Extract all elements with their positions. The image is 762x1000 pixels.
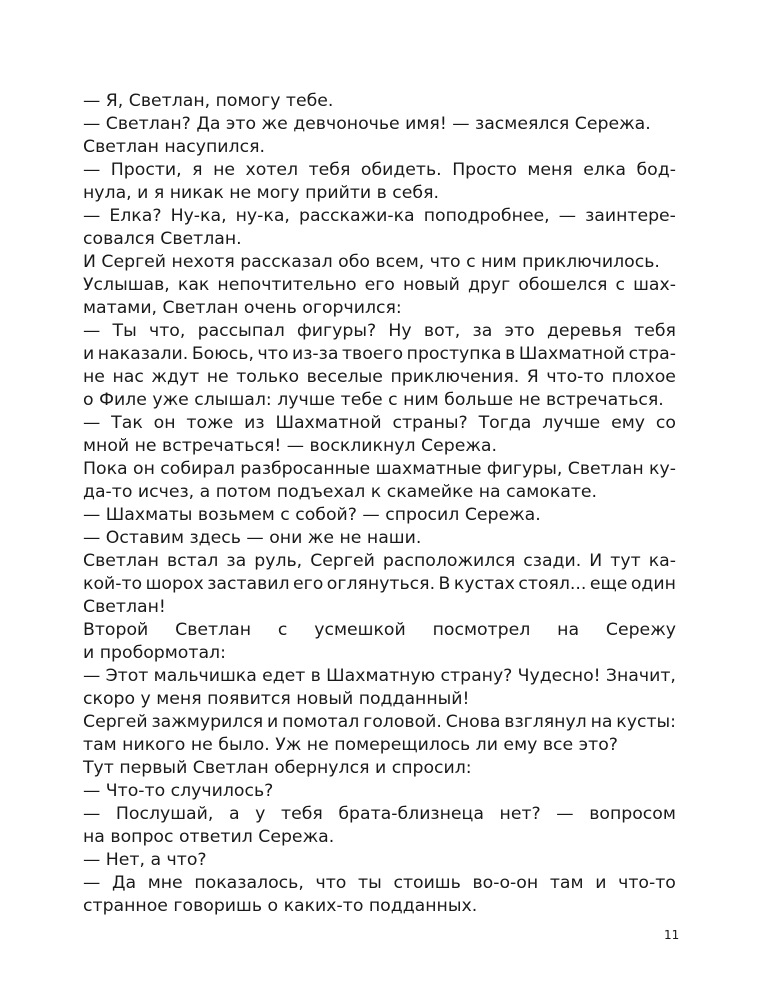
- text-line: Второй Светлан с усмешкой посмотрел на Сережу: [83, 620, 676, 640]
- text-line: — Ты что, рассыпал фигуры? Ну вот, за это деревья тебя: [83, 321, 676, 341]
- text-line: и наказали. Боюсь, что из-за твоего проступка в Шахматной стра-: [83, 344, 676, 364]
- page-number: 11: [664, 928, 680, 942]
- text-line: да-то исчез, а потом подъехал к скамейке на самокате.: [83, 482, 598, 502]
- text-line: И Сергей нехотя рассказал обо всем, что с ним приключилось.: [83, 252, 660, 272]
- text-line: матами, Светлан очень огорчился:: [83, 298, 402, 318]
- text-line: — Шахматы возьмем с собой? — спросил Сережа.: [83, 505, 541, 525]
- text-line: — Этот мальчишка едет в Шахматную страну? Чудесно! Значит,: [83, 666, 676, 686]
- text-line: — Послушай, а у тебя брата-близнеца нет? — вопросом: [83, 804, 676, 824]
- text-line: Светлан!: [83, 597, 166, 617]
- text-line: — Светлан? Да это же девчоночье имя! — засмеялся Сережа.: [83, 114, 651, 134]
- text-line: и пробормотал:: [83, 643, 226, 663]
- text-line: — Елка? Ну-ка, ну-ка, расскажи-ка поподробнее, — заинтере-: [83, 206, 676, 226]
- text-line: Пока он собирал разбросанные шахматные фигуры, Светлан ку-: [83, 459, 676, 479]
- book-page-text: [83, 90, 676, 918]
- text-line: — Оставим здесь — они же не наши.: [83, 528, 422, 548]
- text-line: странное говоришь о каких-то подданных.: [83, 896, 478, 916]
- text-line: на вопрос ответил Сережа.: [83, 827, 335, 847]
- text-line: не нас ждут не только веселые приключения. Я что-то плохое: [83, 367, 676, 387]
- text-line: Светлан встал за руль, Сергей расположился сзади. И тут ка-: [83, 551, 676, 571]
- text-line: — Что-то случилось?: [83, 781, 274, 801]
- text-line: Светлан насупился.: [83, 137, 265, 157]
- text-line: мной не встречаться! — воскликнул Сережа.: [83, 436, 497, 456]
- text-line: там никого не было. Уж не померещилось ли ему все это?: [83, 735, 618, 755]
- text-line: Сергей зажмурился и помотал головой. Снова взглянул на кусты:: [83, 712, 676, 732]
- text-line: скоро у меня появится новый подданный!: [83, 689, 470, 709]
- text-line: Тут первый Светлан обернулся и спросил:: [83, 758, 472, 778]
- text-line: Услышав, как непочтительно его новый друг обошелся с шах-: [83, 275, 676, 295]
- text-line: — Прости, я не хотел тебя обидеть. Просто меня елка бод-: [83, 160, 676, 180]
- text-line: — Нет, а что?: [83, 850, 207, 870]
- text-line: — Да мне показалось, что ты стоишь во-о-он там и что-то: [83, 873, 676, 893]
- text-line: кой-то шорох заставил его оглянуться. В кустах стоял... еще один: [83, 574, 676, 594]
- text-line: — Так он тоже из Шахматной страны? Тогда лучше ему со: [83, 413, 676, 433]
- text-line: нула, и я никак не могу прийти в себя.: [83, 183, 439, 203]
- text-line: о Филе уже слышал: лучше тебе с ним больше не встречаться.: [83, 390, 664, 410]
- text-line: — Я, Светлан, помогу тебе.: [83, 91, 334, 111]
- text-line: совался Светлан.: [83, 229, 242, 249]
